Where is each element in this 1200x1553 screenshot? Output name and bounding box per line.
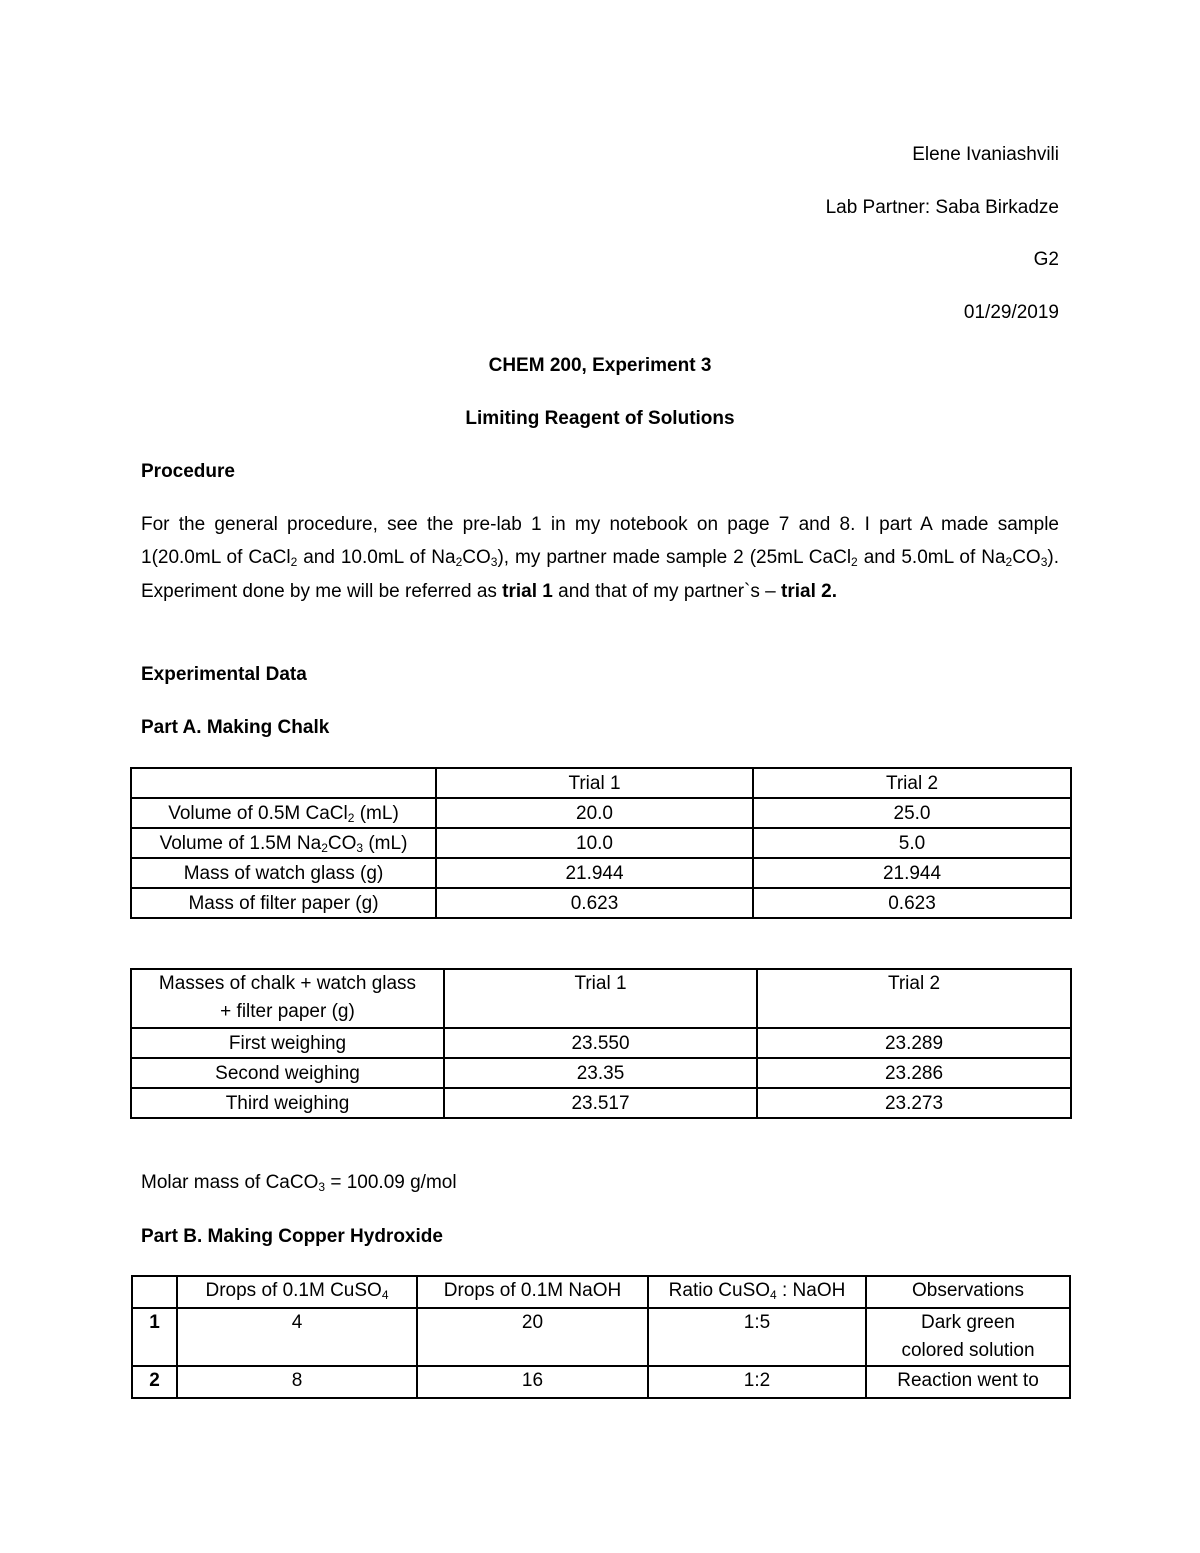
- part-b-heading: Part B. Making Copper Hydroxide: [141, 1226, 443, 1247]
- table-cell: 20.0: [436, 798, 753, 828]
- table-header: Drops of 0.1M NaOH: [417, 1276, 648, 1308]
- table-header: Masses of chalk + watch glass + filter paper (g): [131, 969, 444, 1028]
- table-cell: 23.289: [757, 1028, 1071, 1058]
- table-row: [131, 858, 1071, 888]
- procedure-paragraph: For the general procedure, see the pre-lab 1 in my notebook on page 7 and 8. I part A made sample 1(20.0mL of CaCl$_2$ and 10.0mL of $Na_2CO_3$), my partner made sample 2 (25mL CaCl$_2$ and 5.0mL of $Na_2CO_3$). Experiment done by me will be referred as trial 1 and that of my partner`s – trial 2.: [141, 514, 1059, 602]
- row-number: 1: [132, 1308, 177, 1366]
- table-row: [132, 1366, 1070, 1398]
- table-cell: 5.0: [753, 828, 1071, 858]
- row-label: Second weighing: [131, 1058, 444, 1088]
- row-label: Volume of 1.5M $Na_2CO_3$ (mL): [131, 828, 436, 858]
- row-label: Third weighing: [131, 1088, 444, 1118]
- table-cell: 23.273: [757, 1088, 1071, 1118]
- table-cell: 23.517: [444, 1088, 757, 1118]
- procedure-heading: Procedure: [141, 461, 235, 482]
- table-cell: Reaction went to: [866, 1366, 1070, 1398]
- row-label: Mass of filter paper (g): [131, 888, 436, 918]
- table-row: [132, 1276, 1070, 1308]
- table-header: Ratio CuSO$_4$ : NaOH: [648, 1276, 866, 1308]
- row-label: Volume of 0.5M CaCl$_2$ (mL): [131, 798, 436, 828]
- table-row: [131, 768, 1071, 798]
- table-cell: Dark green colored solution: [866, 1308, 1070, 1366]
- table-cell: 21.944: [436, 858, 753, 888]
- table-header: Trial 1: [444, 969, 757, 1028]
- table-row: [131, 1088, 1071, 1118]
- table-cell: 0.623: [436, 888, 753, 918]
- molar-mass-line: Molar mass of CaCO$_3$ = 100.09 g/mol: [141, 1172, 457, 1194]
- part-a-table-1: [130, 767, 1072, 919]
- table-cell: 8: [177, 1366, 417, 1398]
- table-cell: 23.35: [444, 1058, 757, 1088]
- experimental-data-heading: Experimental Data: [141, 664, 307, 685]
- row-number: 2: [132, 1366, 177, 1398]
- table-cell: 23.550: [444, 1028, 757, 1058]
- table-header: Drops of 0.1M CuSO$_4$: [177, 1276, 417, 1308]
- table-cell: 0.623: [753, 888, 1071, 918]
- table-header: Trial 2: [757, 969, 1071, 1028]
- table-cell: 4: [177, 1308, 417, 1366]
- table-row: [131, 888, 1071, 918]
- table-row: [131, 798, 1071, 828]
- table-cell: 25.0: [753, 798, 1071, 828]
- group: G2: [1033, 249, 1059, 270]
- table-cell: 1:5: [648, 1308, 866, 1366]
- table-cell: 21.944: [753, 858, 1071, 888]
- row-label: Mass of watch glass (g): [131, 858, 436, 888]
- date: 01/29/2019: [963, 302, 1059, 323]
- table-row: [132, 1308, 1070, 1366]
- lab-partner: Lab Partner: Saba Birkadze: [825, 197, 1059, 218]
- table-cell: 23.286: [757, 1058, 1071, 1088]
- author-name: Elene Ivaniashvili: [912, 144, 1059, 165]
- table-row: [131, 1058, 1071, 1088]
- part-a-table-2: [130, 968, 1072, 1119]
- table-header: Trial 1: [436, 768, 753, 798]
- part-a-heading: Part A. Making Chalk: [141, 717, 330, 738]
- table-cell: 16: [417, 1366, 648, 1398]
- table-header: Observations: [866, 1276, 1070, 1308]
- part-b-table: [131, 1275, 1071, 1399]
- table-cell: [131, 768, 436, 798]
- table-row: [131, 828, 1071, 858]
- table-cell: 1:2: [648, 1366, 866, 1398]
- table-cell: 10.0: [436, 828, 753, 858]
- table-cell: 20: [417, 1308, 648, 1366]
- table-row: [131, 969, 1071, 1028]
- experiment-subtitle: Limiting Reagent of Solutions: [465, 408, 735, 429]
- table-cell: [132, 1276, 177, 1308]
- table-row: [131, 1028, 1071, 1058]
- table-header: Trial 2: [753, 768, 1071, 798]
- course-title: CHEM 200, Experiment 3: [488, 355, 712, 376]
- row-label: First weighing: [131, 1028, 444, 1058]
